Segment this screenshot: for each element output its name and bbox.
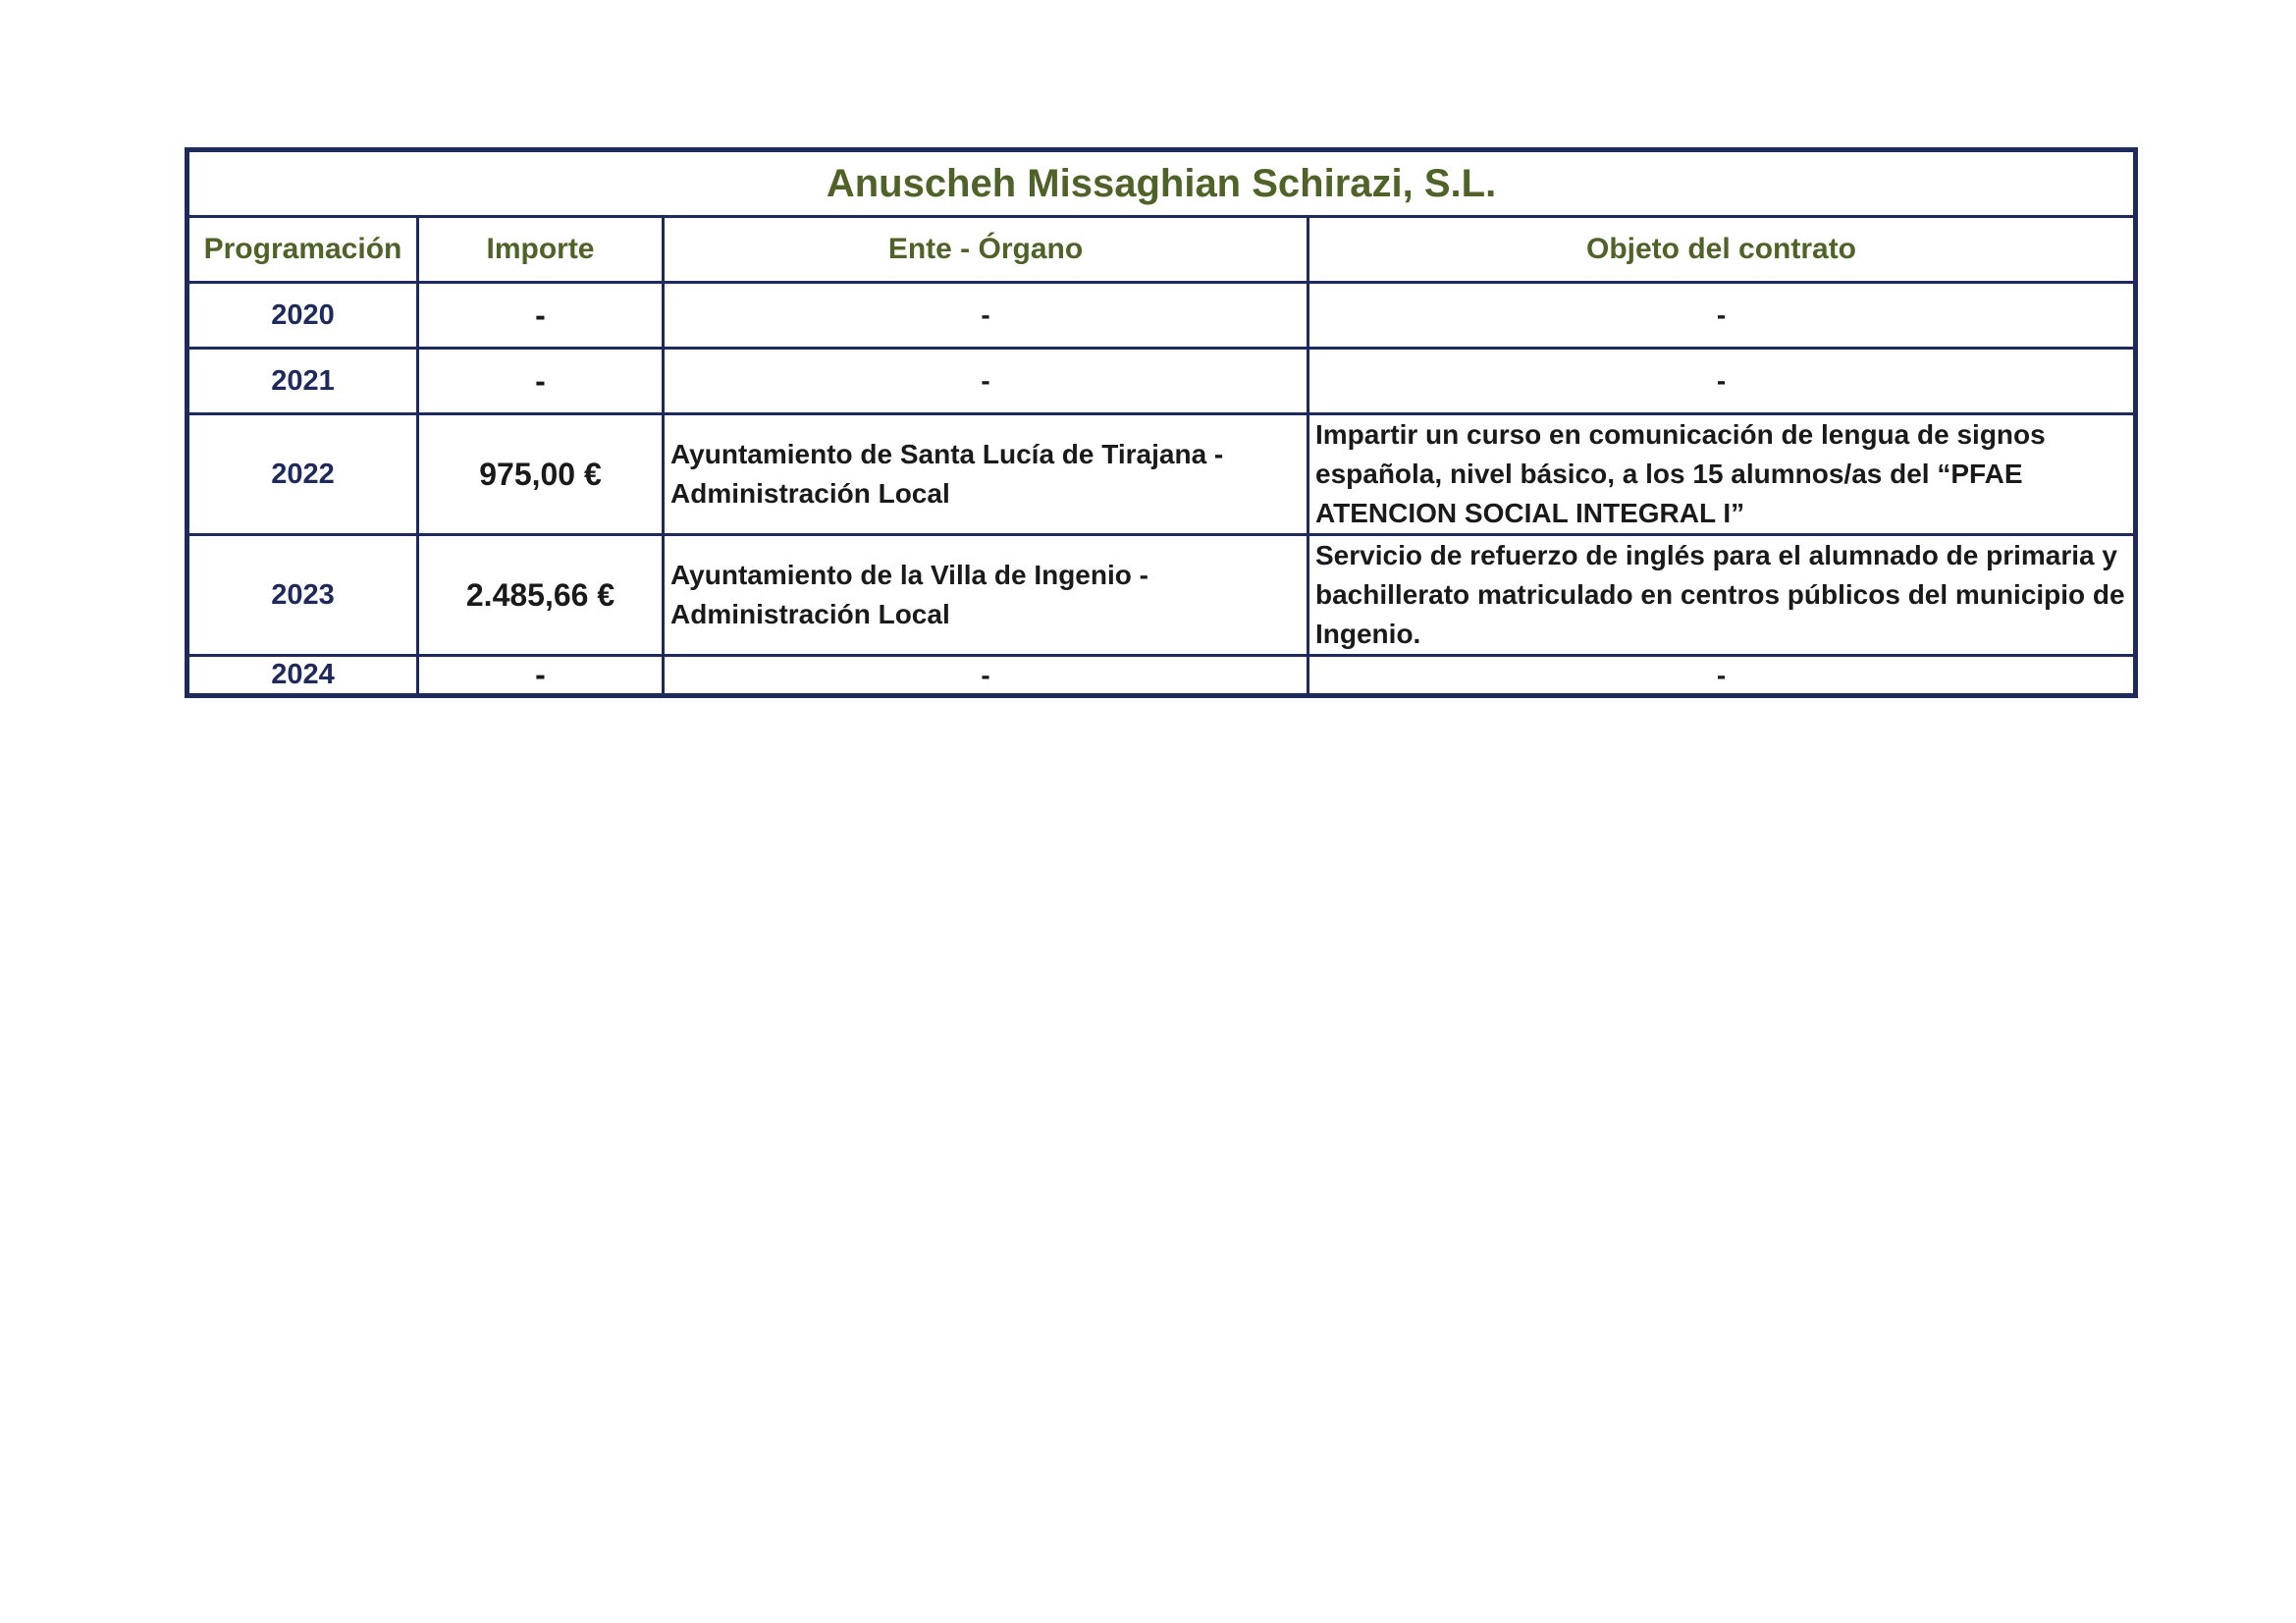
header-programacion: Programación [187,217,418,283]
table-row [187,414,2136,535]
importe-cell: 2.485,66 € [418,535,664,656]
contracts-table [185,147,2138,698]
year-cell: 2021 [187,349,418,414]
year-cell: 2022 [187,414,418,535]
header-importe: Importe [418,217,664,283]
table-row [187,283,2136,349]
objeto-cell: - [1308,349,2136,414]
table-row [187,535,2136,656]
importe-cell: - [418,283,664,349]
ente-cell: - [664,283,1308,349]
objeto-cell: Servicio de refuerzo de inglés para el alumnado de primaria y bachillerato matriculado en centros públicos del municipio de Ingenio. [1308,535,2136,656]
ente-cell: Ayuntamiento de Santa Lucía de Tirajana - Administración Local [664,414,1308,535]
importe-cell: 975,00 € [418,414,664,535]
importe-cell: - [418,656,664,696]
ente-cell: - [664,656,1308,696]
header-row [187,217,2136,283]
year-cell: 2024 [187,656,418,696]
year-cell: 2020 [187,283,418,349]
objeto-cell: - [1308,656,2136,696]
title-row [187,150,2136,217]
ente-cell: - [664,349,1308,414]
header-ente: Ente - Órgano [664,217,1308,283]
company-title: Anuscheh Missaghian Schirazi, S.L. [187,150,2136,217]
objeto-cell: - [1308,283,2136,349]
ente-cell: Ayuntamiento de la Villa de Ingenio - Administración Local [664,535,1308,656]
table-row [187,656,2136,696]
table-row [187,349,2136,414]
importe-cell: - [418,349,664,414]
objeto-cell: Impartir un curso en comunicación de lengua de signos española, nivel básico, a los 15 alumnos/as del “PFAE ATENCION SOCIAL INTEGRAL I” [1308,414,2136,535]
year-cell: 2023 [187,535,418,656]
header-objeto: Objeto del contrato [1308,217,2136,283]
